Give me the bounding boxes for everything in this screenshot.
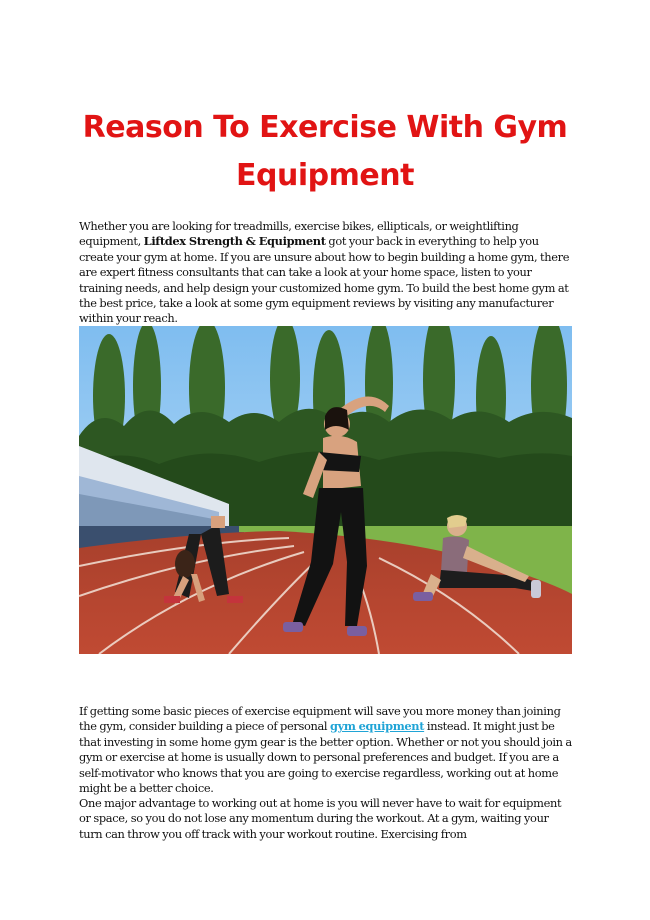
gym-text-end: instead. It might just be that investing in some home gym gear is the better option. Whether or not you should join a gym or exercise at home is usually down to personal preferences and budget. If you are a self-motivator who knows that you are going to exercise regardless, working out at home might be a better choice. (79, 719, 572, 796)
gym-text-start: If getting some basic pieces of exercise equipment will save you more money than joining the gym, consider building a piece of personal (79, 704, 561, 734)
intro-paragraph (79, 219, 573, 327)
intro-text-end: got your back in everything to help you create your gym at home. If you are unsure about how to begin building a home gym, there are expert fitness consultants that can take a look at your home space, listen to your training needs, and help design your customized home gym. To build the best home gym at the best price, take a look at some gym equipment reviews by visiting any manufacturer within your reach. (79, 234, 570, 326)
gym-equipment-link[interactable]: gym equipment (329, 719, 425, 734)
advantage-paragraph: One major advantage to working out at home is you will never have to wait for equipment or space, so you do not lose any momentum during the workout. At a gym, waiting your turn can throw you off track with your workout routine. Exercising from (79, 796, 562, 841)
brand-name: Liftdex Strength & Equipment (143, 234, 326, 249)
gym-vs-home-paragraph (79, 704, 573, 796)
intro-text-start: Whether you are looking for treadmills, exercise bikes, ellipticals, or weightlifting equipment, (79, 219, 519, 249)
page-title: Reason To Exercise With Gym Equipment (82, 110, 568, 194)
athletes-stretching-photo (79, 326, 572, 654)
